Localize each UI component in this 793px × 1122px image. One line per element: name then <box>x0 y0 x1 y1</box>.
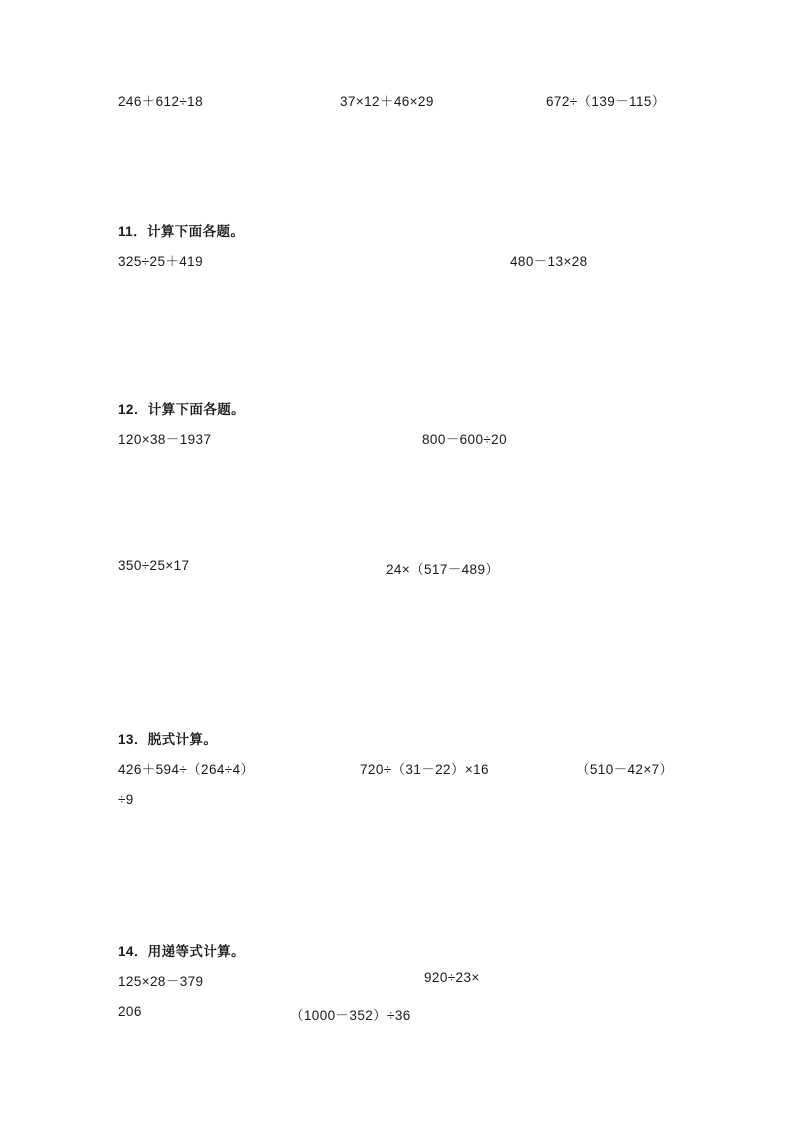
problem-row <box>118 758 678 792</box>
vertical-spacer <box>118 688 678 728</box>
vertical-spacer <box>118 124 678 220</box>
section-heading-14 <box>118 940 678 970</box>
expression: 125×28－379 <box>118 974 204 989</box>
vertical-spacer <box>118 592 678 688</box>
expression: 672÷（139－115） <box>546 94 666 109</box>
problem-block-13 <box>118 728 678 826</box>
expression: 350÷25×17 <box>118 558 190 573</box>
problem-row <box>118 558 678 592</box>
expression: 920÷23× <box>424 970 480 985</box>
expression: 800－600÷20 <box>422 432 507 447</box>
problem-row <box>118 1004 678 1038</box>
expression: 246＋612÷18 <box>118 94 203 109</box>
vertical-spacer <box>118 380 678 398</box>
expression: （510－42×7） <box>576 762 674 777</box>
expression: 720÷（31－22）×16 <box>360 762 489 777</box>
section-heading-text: 13．脱式计算。 <box>118 732 218 747</box>
section-heading-text: 11．计算下面各题。 <box>118 224 245 239</box>
vertical-spacer <box>118 922 678 940</box>
section-heading-text: 14．用递等式计算。 <box>118 944 246 959</box>
vertical-spacer <box>118 462 678 558</box>
problem-block-top <box>118 90 678 124</box>
vertical-spacer <box>118 826 678 922</box>
vertical-spacer <box>118 284 678 380</box>
expression: 426＋594÷（264÷4） <box>118 762 255 777</box>
problem-row <box>118 428 678 462</box>
problem-row <box>118 792 678 826</box>
expression: 480－13×28 <box>510 254 588 269</box>
problem-block-14 <box>118 940 678 1038</box>
expression: 120×38－1937 <box>118 432 212 447</box>
problem-row <box>118 90 678 124</box>
expression: 37×12＋46×29 <box>340 94 434 109</box>
section-heading-text: 12．计算下面各题。 <box>118 402 246 417</box>
problem-block-12 <box>118 398 678 592</box>
section-heading-12 <box>118 398 678 428</box>
section-heading-11 <box>118 220 678 250</box>
expression: 24×（517－489） <box>386 562 500 577</box>
problem-block-11 <box>118 220 678 284</box>
expression: （1000－352）÷36 <box>290 1008 411 1023</box>
problem-row <box>118 970 678 1004</box>
worksheet-content <box>118 90 678 1038</box>
expression: 325÷25＋419 <box>118 254 203 269</box>
section-heading-13 <box>118 728 678 758</box>
expression: ÷9 <box>118 792 134 807</box>
expression: 206 <box>118 1004 142 1019</box>
problem-row <box>118 250 678 284</box>
